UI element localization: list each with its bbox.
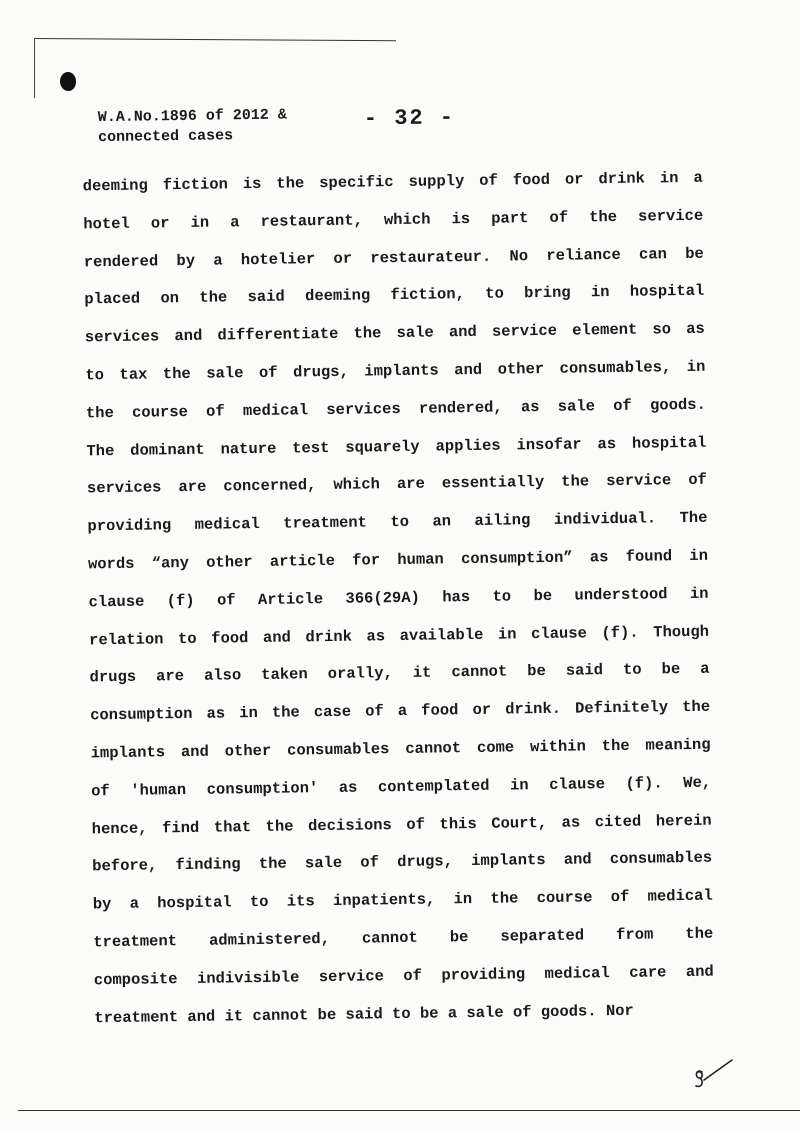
text-line: the course of medical services rendered, as sale of goods.	[85, 395, 706, 423]
text-line: The dominant nature test squarely applies insofar as hospital	[86, 433, 707, 460]
case-reference-line-2: connected cases	[97, 127, 234, 147]
handwritten-initials	[688, 1058, 736, 1094]
text-line: services and differentiate the sale and service element so as	[84, 319, 705, 347]
text-line: to tax the sale of drugs, implants and other consumables, in	[85, 357, 706, 385]
case-reference	[98, 106, 288, 149]
case-reference-line-1: W.A.No.1896 of 2012 &	[97, 106, 287, 127]
text-line: deeming fiction is the specific supply of food or drink in a	[82, 168, 703, 196]
text-line: treatment and it cannot be said to be a sale of goods. Nor	[94, 1001, 634, 1027]
text-line: clause (f) of Article 366(29A) has to be understood in	[88, 584, 709, 612]
judgment-body-text	[83, 163, 715, 1041]
text-line: of 'human consumption' as contemplated in clause (f). We,	[91, 773, 712, 801]
page-number: - 32 -	[363, 105, 456, 132]
text-line: services are concerned, which are essentially the service of	[86, 471, 708, 498]
text-line: placed on the said deeming fiction, to bring in hospital	[84, 282, 705, 309]
text-line: consumption as in the case of a food or drink. Definitely the	[90, 697, 711, 725]
text-line: by a hospital to its inpatients, in the course of medical	[92, 886, 713, 914]
text-line: rendered by a hotelier or restaurateur. No reliance can be	[83, 244, 704, 271]
text-line: relation to food and drink as available in clause (f). Though	[88, 622, 710, 649]
text-line: hence, find that the decisions of this Court, as cited herein	[91, 811, 712, 838]
text-line: drugs are also taken orally, it cannot be said to be a	[89, 660, 710, 687]
text-line: before, finding the sale of drugs, implants and consumables	[92, 849, 713, 876]
text-line: hotel or in a restaurant, which is part of the service	[83, 206, 704, 234]
text-line: providing medical treatment to an ailing individual. The	[87, 508, 708, 536]
text-line: words “any other article for human consumption” as found in	[87, 546, 709, 574]
text-line: composite indivisible service of providing medical care and	[93, 962, 714, 990]
text-line: treatment administered, cannot be separated from the	[93, 924, 714, 952]
text-line: implants and other consumables cannot come within the meaning	[90, 735, 711, 763]
